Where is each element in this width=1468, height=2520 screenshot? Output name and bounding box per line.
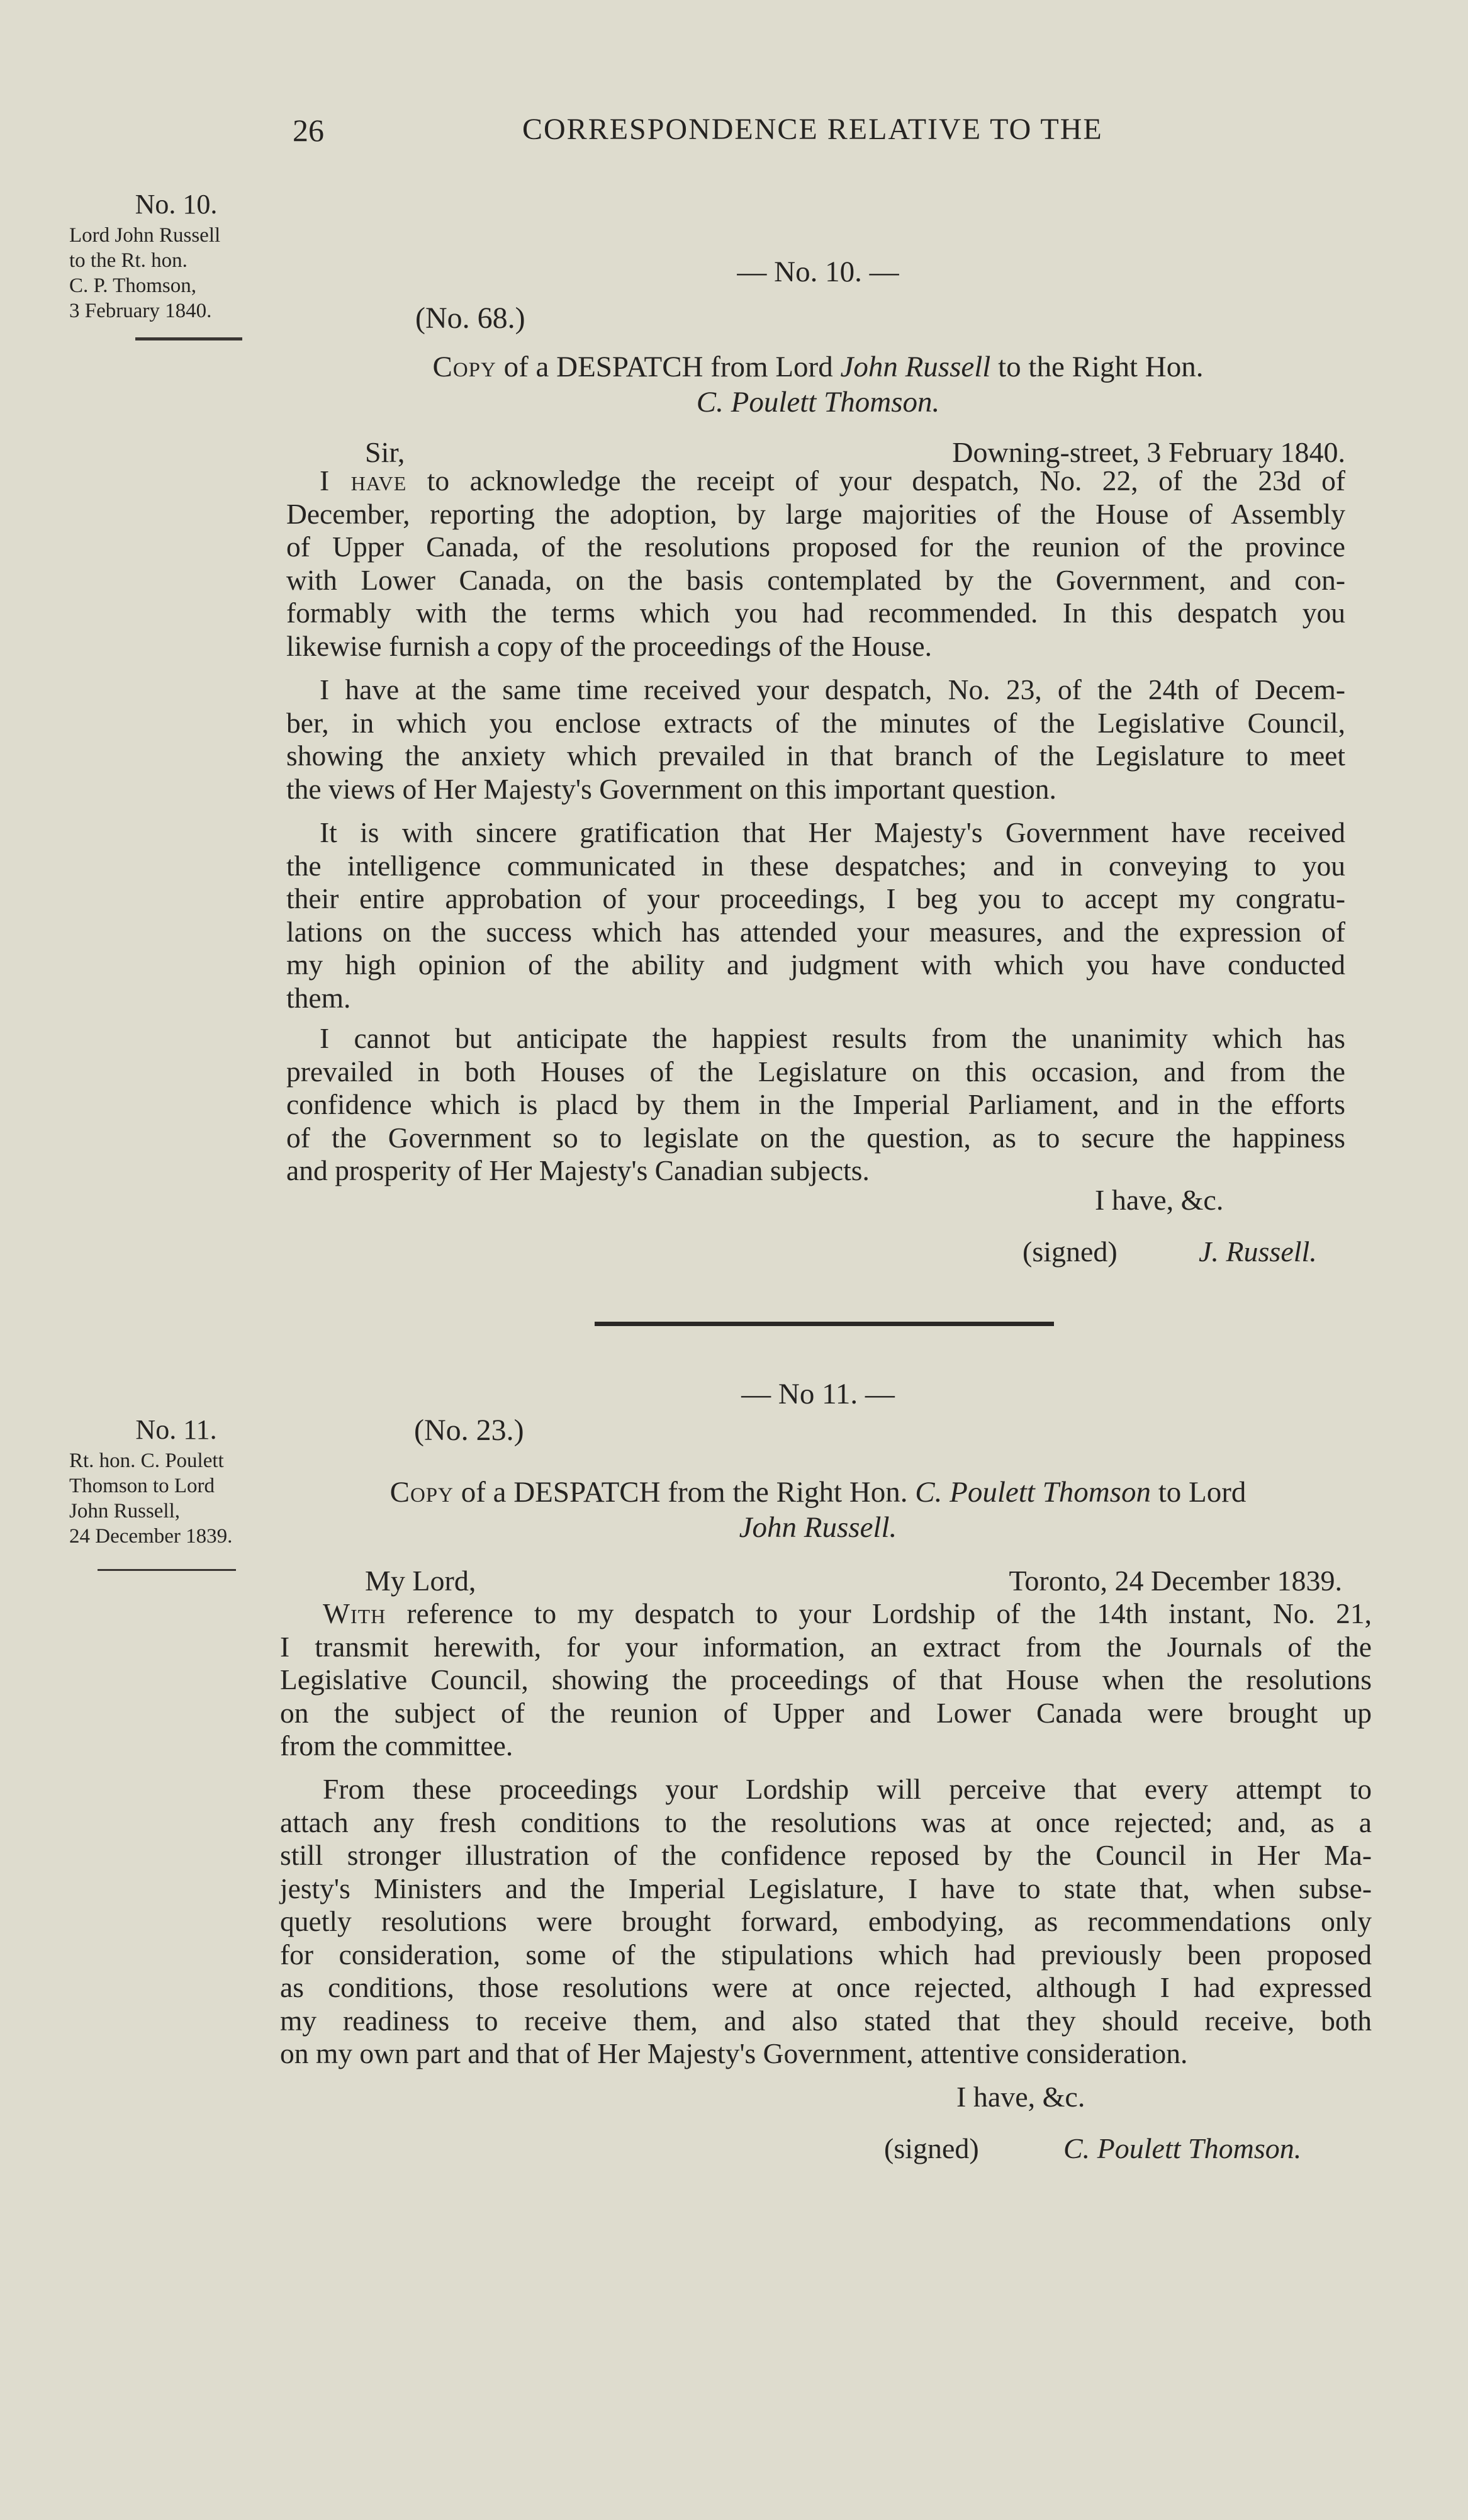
copy-heading-text: to Lord: [1150, 1476, 1247, 1509]
text-line: I cannot but anticipate the happiest results from the unanimity which has: [320, 1022, 1345, 1054]
body-paragraph: [280, 1773, 1372, 2071]
reference-number: (No. 23.): [414, 1414, 524, 1447]
margin-note-no-11: [69, 1413, 283, 1549]
margin-note-line: Rt. hon. C. Poulett: [69, 1449, 224, 1472]
text-line: lations on the success which has attended your measures, and the expression of: [286, 915, 1345, 948]
text-line: the views of Her Majesty's Government on this important question.: [286, 772, 1056, 805]
sender-name: C. Poulett Thomson: [915, 1476, 1151, 1509]
margin-note-line: 3 February 1840.: [69, 300, 212, 322]
copy-heading: [286, 349, 1350, 420]
copy-word: Copy: [389, 1476, 454, 1509]
recipient-name: John Russell.: [739, 1511, 897, 1544]
closing: I have, &c.: [1095, 1184, 1224, 1216]
margin-note-number: No. 10.: [135, 189, 218, 220]
opening-word: I have: [320, 464, 407, 497]
margin-note-line: C. P. Thomson,: [69, 274, 197, 297]
text-line: my readiness to receive them, and also stated that they should receive, both: [280, 2004, 1372, 2037]
margin-note-line: 24 December 1839.: [69, 1525, 233, 1548]
text-line: December, reporting the adoption, by large majorities of the House of Assembly: [286, 497, 1345, 530]
salutation: Sir,: [365, 436, 405, 468]
copy-word: Copy: [432, 351, 496, 383]
copy-heading-text: of a DESPATCH from the Right Hon.: [453, 1476, 916, 1509]
salutation: My Lord,: [365, 1565, 476, 1597]
text-line: and prosperity of Her Majesty's Canadian subjects.: [286, 1154, 870, 1186]
signature: C. Poulett Thomson.: [1063, 2132, 1302, 2164]
text-line: prevailed in both Houses of the Legislature on this occasion, and from the: [286, 1055, 1345, 1088]
running-title: CORRESPONDENCE RELATIVE TO THE: [522, 113, 1103, 146]
place-date: Downing-street, 3 February 1840.: [952, 436, 1345, 468]
signature: J. Russell.: [1199, 1235, 1317, 1268]
signed-label: (signed): [1023, 1235, 1118, 1268]
closing: I have, &c.: [956, 2081, 1085, 2113]
reference-number: (No. 68.): [415, 301, 525, 335]
text-line: formably with the terms which you had recommended. In this despatch you: [286, 597, 1345, 629]
text-line: still stronger illustration of the confidence reposed by the Council in Her Ma-: [280, 1839, 1372, 1871]
body-paragraph: [286, 1022, 1345, 1188]
text-line: quetly resolutions were brought forward, embodying, as recommendations only: [280, 1905, 1372, 1937]
text-line: of the Government so to legislate on the question, as to secure the happiness: [286, 1121, 1345, 1154]
text-line: them.: [286, 981, 351, 1014]
text-line: with Lower Canada, on the basis contemplated by the Government, and con-: [286, 563, 1345, 596]
section-divider: [595, 1322, 1054, 1326]
margin-note-no-10: [69, 188, 283, 323]
margin-note-rule: [135, 337, 242, 340]
text-line: Legislative Council, showing the proceedings of that House when the resolutions: [280, 1663, 1372, 1696]
text-line: of Upper Canada, of the resolutions proposed for the reunion of the province: [286, 531, 1345, 563]
page-header: [0, 112, 1468, 156]
margin-note-line: Lord John Russell: [69, 224, 221, 247]
text-line: from the committee.: [280, 1730, 513, 1762]
text-line: I transmit herewith, for your information, an extract from the Journals of the: [280, 1630, 1372, 1663]
margin-note-number: No. 11.: [135, 1414, 217, 1445]
signed-label: (signed): [884, 2132, 979, 2164]
text-line: I have at the same time received your despatch, No. 23, of the 24th of Decem-: [320, 673, 1345, 706]
margin-note-line: to the Rt. hon.: [69, 249, 188, 272]
text-line: It is with sincere gratification that Her Majesty's Government have received: [320, 816, 1345, 848]
letter-heading: — No. 10. —: [737, 256, 899, 288]
text-line: their entire approbation of your proceedings, I beg you to accept my congratu-: [286, 882, 1345, 914]
recipient-name: C. Poulett Thomson.: [696, 386, 940, 419]
copy-heading: [286, 1475, 1350, 1545]
text-line: From these proceedings your Lordship will perceive that every attempt to: [323, 1773, 1372, 1805]
page-number: 26: [293, 113, 324, 148]
margin-note-rule: [98, 1569, 236, 1571]
body-paragraph: With reference to my despatch to your Lordship of the 14th instant, No. 21, I transmit herewith, for your information, an extract from the Journals of the Legislative Council, showing the proceedings of that House when the resolutions on the subject of the reunion of Upper and Lower Canada were brought up from the committee.: [280, 1597, 1372, 1762]
text-line: attach any fresh conditions to the resolutions was at once rejected; and, as a: [280, 1806, 1372, 1838]
text-line: jesty's Ministers and the Imperial Legislature, I have to state that, when subse-: [280, 1872, 1372, 1904]
text-line: showing the anxiety which prevailed in that branch of the Legislature to meet: [286, 740, 1345, 772]
text-line: on my own part and that of Her Majesty's Government, attentive consideration.: [280, 2037, 1188, 2069]
body-paragraph: [286, 816, 1345, 1015]
text-line: ber, in which you enclose extracts of the minutes of the Legislative Council,: [286, 706, 1345, 739]
text-line: my high opinion of the ability and judgment with which you have conducted: [286, 948, 1345, 981]
body-paragraph: I have to acknowledge the receipt of your despatch, No. 22, of the 23d of December, reporting the adoption, by large majorities of the House of Assembly of Upper Canada, of the resolutions proposed for the reunion of the province with Lower Canada, on the basis contemplated by the Government, and con- formably with the terms which you had recommended. In this despatch you likewise furnish a copy of the proceedings of the House.: [286, 464, 1345, 662]
text-line: confidence which is placd by them in the Imperial Parliament, and in the efforts: [286, 1088, 1345, 1120]
margin-note-line: John Russell,: [69, 1500, 181, 1522]
text-line: the intelligence communicated in these despatches; and in conveying to you: [286, 849, 1345, 882]
text-line: as conditions, those resolutions were at once rejected, although I had expressed: [280, 1971, 1372, 2003]
text-line: for consideration, some of the stipulations which had previously been proposed: [280, 1938, 1372, 1971]
sender-name: John Russell: [840, 351, 991, 383]
copy-heading-text: to the Right Hon.: [990, 351, 1204, 383]
copy-heading-text: of a DESPATCH from Lord: [496, 351, 841, 383]
text-line: on the subject of the reunion of Upper and Lower Canada were brought up: [280, 1696, 1372, 1729]
opening-word: With: [323, 1597, 386, 1629]
margin-note-line: Thomson to Lord: [69, 1475, 215, 1497]
text-line: likewise furnish a copy of the proceedings of the House.: [286, 629, 932, 662]
letter-heading: — No 11. —: [741, 1378, 895, 1410]
place-date: Toronto, 24 December 1839.: [1009, 1565, 1342, 1597]
body-paragraph: [286, 673, 1345, 806]
